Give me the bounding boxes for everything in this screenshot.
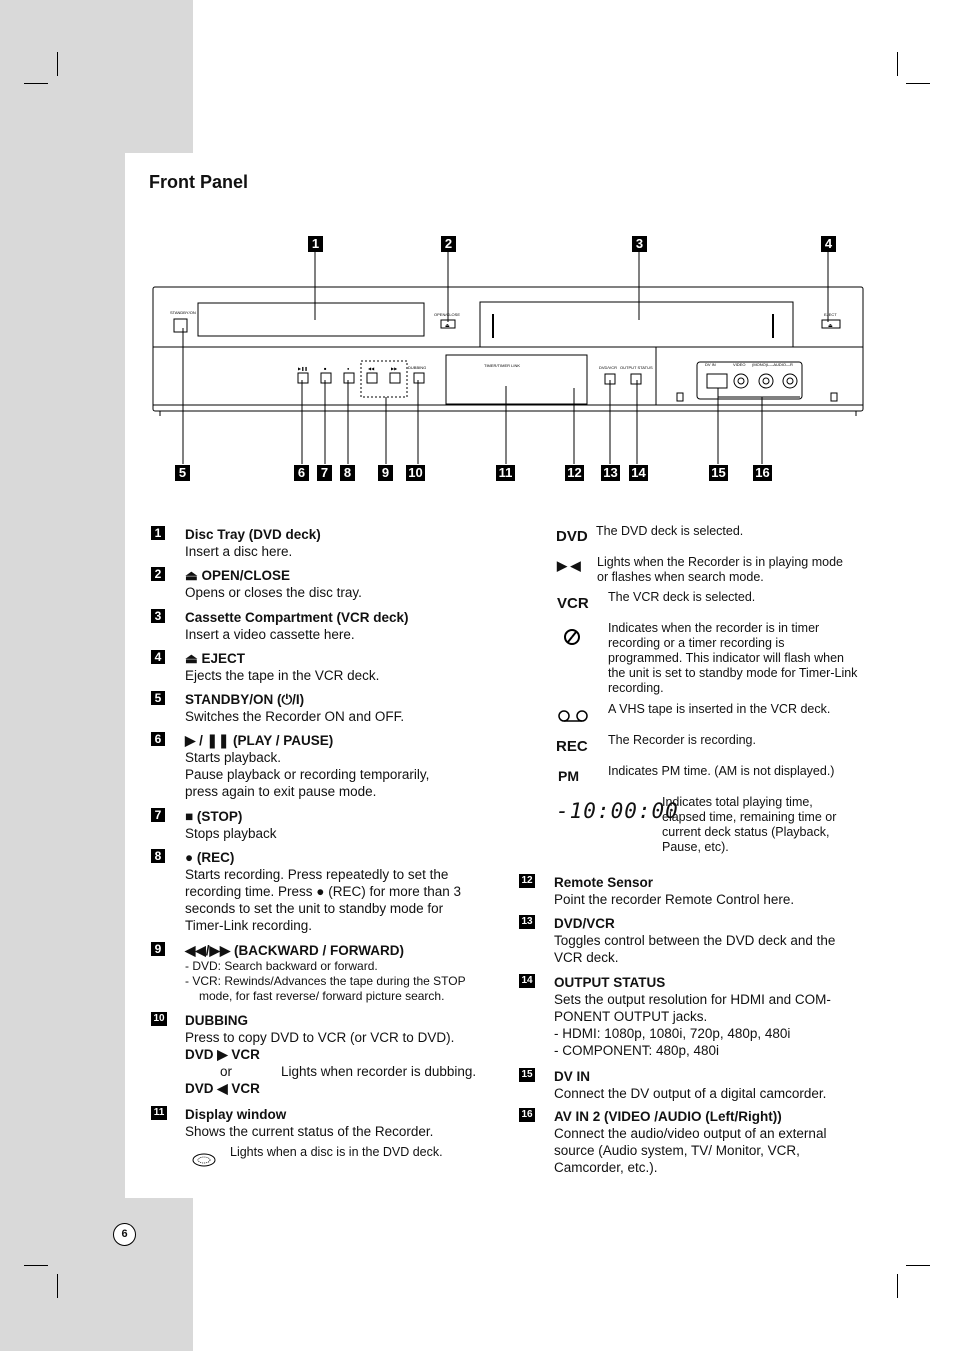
callout-13: 13: [601, 465, 620, 481]
item-dvd-vcr: DVD/VCR Toggles control between the DVD deck and the VCR deck.: [554, 916, 836, 965]
rew-mark: ◀◀: [368, 366, 375, 371]
item-eject: ⏏ EJECT Ejects the tape in the VCR deck.: [185, 651, 380, 683]
callout-8: 8: [340, 465, 355, 481]
item-number: 8: [151, 849, 165, 863]
item-disc-tray: Disc Tray (DVD deck) Insert a disc here.: [185, 527, 321, 559]
crop-mark: [57, 1274, 58, 1298]
item-av-in-2: AV IN 2 (VIDEO /AUDIO (Left/Right)) Connect the audio/video output of an external source (Audio system, TV/ Monitor, VCR, Camcorder, etc.).: [554, 1109, 827, 1175]
front-panel-diagram: [0, 0, 954, 500]
play-search-indicator: ▶ ◀: [557, 558, 581, 573]
item-number: 6: [151, 732, 165, 746]
pm-indicator-desc: Indicates PM time. (AM is not displayed.): [608, 764, 835, 778]
pm-indicator: PM: [558, 768, 579, 784]
callout-15: 15: [709, 465, 728, 481]
open-close-icon: ⏏: [445, 323, 450, 329]
page-number: 6: [113, 1223, 136, 1246]
item-remote-sensor: Remote Sensor Point the recorder Remote Control here.: [554, 875, 795, 907]
disc-note: Lights when a disc is in the DVD deck.: [230, 1145, 443, 1159]
output-status-label: OUTPUT STATUS: [620, 365, 653, 370]
vcr-indicator-desc: The VCR deck is selected.: [608, 590, 756, 604]
item-number: 9: [151, 942, 165, 956]
eject-icon: ⏏: [828, 323, 833, 329]
audio-label: (MONO)L—AUDIO—R: [752, 362, 793, 367]
item-number: 13: [519, 915, 535, 929]
callout-11: 11: [496, 465, 515, 481]
item-number: 2: [151, 567, 165, 581]
callout-10: 10: [406, 465, 425, 481]
stop-mark: ■: [324, 366, 327, 371]
rec-indicator-desc: The Recorder is recording.: [608, 733, 756, 747]
item-backward-forward: ◀◀/▶▶ (BACKWARD / FORWARD) - DVD: Search backward or forward. - VCR: Rewinds/Advances the tape during the STOP mode, for fast reverse/ forward picture search.: [185, 943, 466, 1003]
callout-1: 1: [308, 236, 323, 252]
dvd-indicator-desc: The DVD deck is selected.: [596, 524, 744, 538]
timer-indicator-desc: Indicates when the recorder is in timer recording or a timer recording is programmed. This indicator will flash when the unit is set to standby mode for Timer-Link recording.: [608, 621, 858, 695]
dv-in-label: DV IN: [705, 362, 716, 367]
dvd-indicator: DVD: [556, 528, 588, 545]
dvd-vcr-label: DVD/VCR: [599, 365, 618, 370]
callout-2: 2: [441, 236, 456, 252]
callout-3: 3: [632, 236, 647, 252]
item-output-status: OUTPUT STATUS Sets the output resolution for HDMI and COM- PONENT OUTPUT jacks. - HDMI: 1080p, 1080i, 720p, 480p, 480i - COMPONENT: 480p, 480i: [554, 975, 831, 1058]
callout-6: 6: [294, 465, 309, 481]
dubbing-label: DUBBING: [408, 365, 427, 370]
callout-7: 7: [317, 465, 332, 481]
timer-icon: [562, 627, 582, 647]
item-cassette: Cassette Compartment (VCR deck) Insert a video cassette here.: [185, 610, 409, 642]
callout-12: 12: [565, 465, 584, 481]
time-display-indicator: -10:00:00: [556, 799, 679, 823]
video-label: VIDEO: [733, 362, 746, 367]
time-display-indicator-desc: Indicates total playing time, elapsed time, remaining time or current deck status (Playback, Pause, etc).: [662, 795, 837, 854]
item-number: 11: [151, 1106, 167, 1120]
timer-link-label: TIMER/TIMER LINK: [484, 363, 521, 368]
item-number: 4: [151, 650, 165, 664]
item-number: 12: [519, 874, 535, 888]
callout-16: 16: [753, 465, 772, 481]
item-open-close: ⏏ OPEN/CLOSE Opens or closes the disc tray.: [185, 568, 362, 600]
crop-mark: [897, 1274, 898, 1298]
callout-4: 4: [821, 236, 836, 252]
open-close-label: OPEN/CLOSE: [434, 312, 461, 317]
rec-mark: ●: [347, 366, 350, 371]
play-pause-mark: ▶❚❚: [298, 366, 308, 371]
tape-indicator-desc: A VHS tape is inserted in the VCR deck.: [608, 702, 831, 716]
tape-icon: [556, 709, 590, 723]
item-number: 3: [151, 609, 165, 623]
ff-mark: ▶▶: [391, 366, 398, 371]
standby-label: STANDBY/ON: [170, 310, 196, 315]
crop-mark: [906, 1265, 930, 1266]
play-search-indicator-desc: Lights when the Recorder is in playing mode or flashes when search mode.: [597, 555, 843, 584]
vcr-indicator: VCR: [557, 595, 589, 612]
crop-mark: [24, 1265, 48, 1266]
item-number: 5: [151, 691, 165, 705]
page-title: Front Panel: [149, 172, 249, 192]
item-standby: STANDBY/ON (⏻/I) Switches the Recorder ON and OFF.: [185, 692, 405, 724]
item-play-pause: ▶ / ❚❚ (PLAY / PAUSE) Starts playback. Pause playback or recording temporarily, press again to exit pause mode.: [185, 733, 430, 799]
callout-5: 5: [175, 465, 190, 481]
item-rec: ● (REC) Starts recording. Press repeatedly to set the recording time. Press ● (REC) for more than 3 seconds to set the unit to standby mode for Timer-Link recording.: [185, 850, 461, 933]
item-display-window: Display window Shows the current status of the Recorder.: [185, 1107, 434, 1139]
disc-icon: [191, 1152, 217, 1168]
item-number: 1: [151, 526, 165, 540]
item-number: 15: [519, 1068, 535, 1082]
item-number: 16: [519, 1108, 535, 1122]
item-dv-in: DV IN Connect the DV output of a digital camcorder.: [554, 1069, 827, 1101]
callout-9: 9: [378, 465, 393, 481]
callout-14: 14: [629, 465, 648, 481]
item-number: 7: [151, 808, 165, 822]
item-stop: ■ (STOP) Stops playback: [185, 809, 277, 841]
item-number: 10: [151, 1012, 167, 1026]
eject-label: EJECT: [824, 312, 837, 317]
item-dubbing: DUBBING Press to copy DVD to VCR (or VCR to DVD). DVD ▶ VCR or Lights when recorder is dubbing. DVD ◀ VCR: [185, 1013, 477, 1096]
item-number: 14: [519, 974, 535, 988]
rec-indicator: REC: [556, 738, 588, 755]
